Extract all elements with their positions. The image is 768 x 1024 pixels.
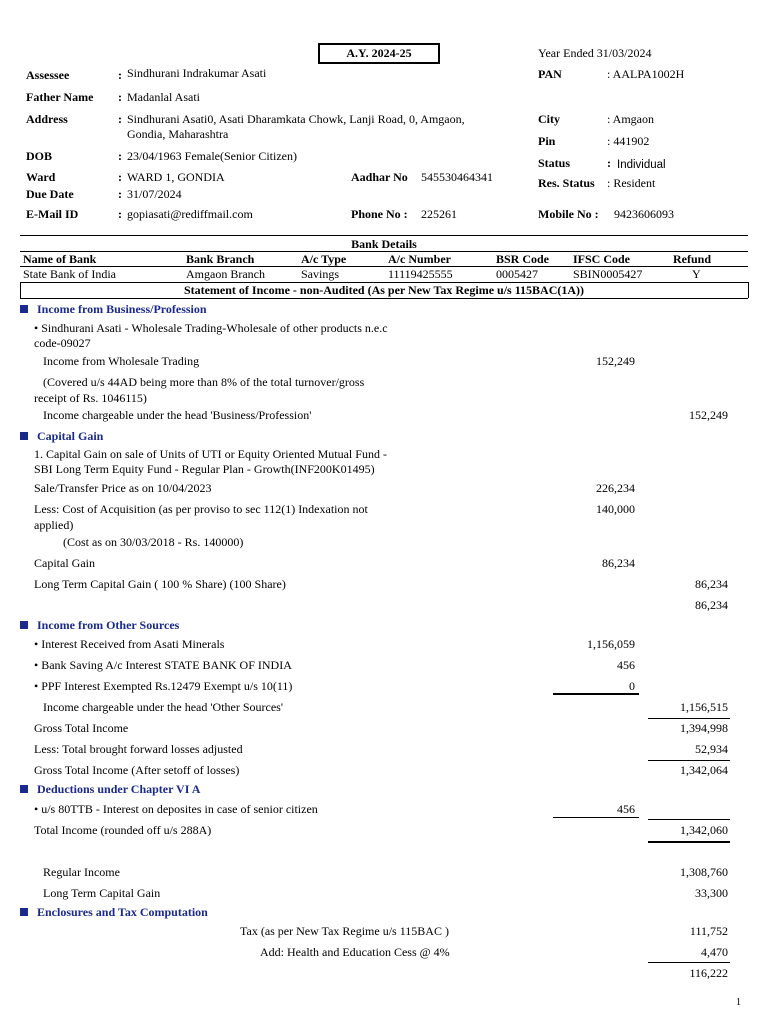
bf-losses-value: 52,934 bbox=[695, 742, 728, 756]
ltcg-summary-label: Long Term Capital Gain bbox=[43, 886, 161, 900]
capital-desc-2: SBI Long Term Equity Fund - Regular Plan - Growth(INF200K01495) bbox=[34, 462, 375, 476]
aadhar-value: 545530464341 bbox=[421, 170, 493, 184]
section-other-sources-heading: Income from Other Sources bbox=[37, 618, 180, 632]
deduction-80ttb-value: 456 bbox=[617, 802, 635, 816]
total-rule bbox=[648, 760, 730, 761]
other-item-1-value: 1,156,059 bbox=[587, 637, 635, 651]
pan-value: : AALPA1002H bbox=[607, 67, 685, 81]
capital-gain-total: 86,234 bbox=[695, 598, 728, 612]
due-date-label: Due Date bbox=[26, 187, 74, 201]
covered-note-1: (Covered u/s 44AD being more than 8% of the total turnover/gross bbox=[43, 375, 365, 389]
address-line-2: Gondia, Maharashtra bbox=[127, 127, 229, 141]
sale-value: 226,234 bbox=[596, 481, 635, 495]
other-chargeable-value: 1,156,515 bbox=[680, 700, 728, 714]
bank-col-ifsc: IFSC Code bbox=[573, 252, 631, 266]
other-chargeable-label: Income chargeable under the head 'Other Sources' bbox=[43, 700, 283, 714]
bank-cell-refund: Y bbox=[692, 267, 701, 281]
business-chargeable-label: Income chargeable under the head 'Business/Profession' bbox=[43, 408, 312, 422]
regular-income-label: Regular Income bbox=[43, 865, 120, 879]
business-desc-1: • Sindhurani Asati - Wholesale Trading-Wholesale of other products n.e.c bbox=[34, 321, 388, 335]
colon: : bbox=[118, 90, 122, 104]
res-status-value: : Resident bbox=[607, 176, 656, 190]
ltcg-summary-value: 33,300 bbox=[695, 886, 728, 900]
deduction-80ttb-label: • u/s 80TTB - Interest on deposites in case of senior citizen bbox=[34, 802, 318, 816]
gti-value: 1,394,998 bbox=[680, 721, 728, 735]
aadhar-label: Aadhar No bbox=[351, 170, 408, 184]
colon: : bbox=[118, 187, 122, 201]
section-bullet-icon bbox=[20, 432, 28, 440]
total-rule bbox=[648, 962, 730, 963]
pin-value: : 441902 bbox=[607, 134, 650, 148]
section-business-heading: Income from Business/Profession bbox=[37, 302, 207, 316]
subtotal-rule bbox=[553, 817, 639, 818]
regular-income-value: 1,308,760 bbox=[680, 865, 728, 879]
bank-cell-type: Savings bbox=[301, 267, 340, 281]
gti-after-label: Gross Total Income (After setoff of losses) bbox=[34, 763, 240, 777]
ward-label: Ward bbox=[26, 170, 56, 184]
business-desc-2: code-09027 bbox=[34, 336, 91, 350]
bank-cell-number: 11119425555 bbox=[388, 267, 453, 281]
gti-after-value: 1,342,064 bbox=[680, 763, 728, 777]
ward-value: WARD 1, GONDIA bbox=[127, 170, 225, 184]
bf-losses-label: Less: Total brought forward losses adjusted bbox=[34, 742, 243, 756]
divider bbox=[20, 251, 748, 252]
gti-label: Gross Total Income bbox=[34, 721, 129, 735]
email-label: E-Mail ID bbox=[26, 207, 79, 221]
bank-col-bsr: BSR Code bbox=[496, 252, 550, 266]
other-item-3-value: 0 bbox=[629, 679, 635, 693]
capital-gain-value: 86,234 bbox=[602, 556, 635, 570]
cost-note: (Cost as on 30/03/2018 - Rs. 140000) bbox=[63, 535, 244, 549]
cost-label-2: applied) bbox=[34, 518, 74, 532]
divider bbox=[20, 298, 748, 299]
other-item-2-value: 456 bbox=[617, 658, 635, 672]
colon: : bbox=[118, 68, 122, 82]
section-bullet-icon bbox=[20, 305, 28, 313]
assessment-year-box: A.Y. 2024-25 bbox=[318, 43, 440, 64]
address-label: Address bbox=[26, 112, 68, 126]
other-item-2-label: • Bank Saving A/c Interest STATE BANK OF INDIA bbox=[34, 658, 292, 672]
bank-cell-ifsc: SBIN0005427 bbox=[573, 267, 643, 281]
bank-col-number: A/c Number bbox=[388, 252, 451, 266]
section-deductions-heading: Deductions under Chapter VI A bbox=[37, 782, 201, 796]
bank-col-branch: Bank Branch bbox=[186, 252, 255, 266]
bank-cell-bsr: 0005427 bbox=[496, 267, 538, 281]
bank-col-type: A/c Type bbox=[301, 252, 347, 266]
section-bullet-icon bbox=[20, 908, 28, 916]
address-line-1: Sindhurani Asati0, Asati Dharamkata Chowk, Lanji Road, 0, Amgaon, bbox=[127, 112, 465, 126]
bank-col-refund: Refund bbox=[673, 252, 712, 266]
status-value: Individual bbox=[617, 159, 666, 171]
tax-value: 111,752 bbox=[689, 924, 728, 938]
total-rule bbox=[648, 819, 730, 820]
mobile-label: Mobile No : bbox=[538, 207, 599, 221]
tax-label: Tax (as per New Tax Regime u/s 115BAC ) bbox=[240, 924, 449, 938]
status-label: Status bbox=[538, 156, 571, 170]
colon: : bbox=[118, 207, 122, 221]
assessee-label: Assessee bbox=[26, 68, 70, 82]
total-income-label: Total Income (rounded off u/s 288A) bbox=[34, 823, 212, 837]
statement-title: Statement of Income - non-Audited (As per New Tax Regime u/s 115BAC(1A)) bbox=[183, 283, 585, 297]
bank-cell-branch: Amgaon Branch bbox=[186, 267, 265, 281]
city-label: City bbox=[538, 112, 560, 126]
other-item-1-label: • Interest Received from Asati Minerals bbox=[34, 637, 225, 651]
assessee-value: Sindhurani Indrakumar Asati bbox=[127, 66, 267, 80]
subtotal-rule bbox=[553, 693, 639, 695]
email-value: gopiasati@rediffmail.com bbox=[127, 207, 253, 221]
dob-value: 23/04/1963 Female(Senior Citizen) bbox=[127, 149, 297, 163]
mobile-value: 9423606093 bbox=[614, 207, 674, 221]
res-status-label: Res. Status bbox=[538, 176, 595, 190]
cess-label: Add: Health and Education Cess @ 4% bbox=[260, 945, 450, 959]
year-ended: Year Ended 31/03/2024 bbox=[538, 46, 652, 60]
page-number: 1 bbox=[736, 997, 741, 1008]
colon: : bbox=[118, 170, 122, 184]
total-income-value: 1,342,060 bbox=[680, 823, 728, 837]
tax-total-value: 116,222 bbox=[689, 966, 728, 980]
wholesale-value: 152,249 bbox=[596, 354, 635, 368]
phone-value: 225261 bbox=[421, 207, 457, 221]
sale-label: Sale/Transfer Price as on 10/04/2023 bbox=[34, 481, 212, 495]
capital-desc-1: 1. Capital Gain on sale of Units of UTI or Equity Oriented Mutual Fund - bbox=[34, 447, 387, 461]
divider bbox=[20, 235, 748, 236]
father-name-value: Madanlal Asati bbox=[127, 90, 200, 104]
colon: : bbox=[607, 156, 611, 170]
total-rule bbox=[648, 718, 730, 719]
section-bullet-icon bbox=[20, 785, 28, 793]
cost-label-1: Less: Cost of Acquisition (as per proviso to sec 112(1) Indexation not bbox=[34, 502, 368, 516]
business-chargeable-value: 152,249 bbox=[689, 408, 728, 422]
phone-label: Phone No : bbox=[351, 207, 408, 221]
section-tax-heading: Enclosures and Tax Computation bbox=[37, 905, 208, 919]
divider bbox=[748, 282, 749, 298]
ltcg-label: Long Term Capital Gain ( 100 % Share) (100 Share) bbox=[34, 577, 286, 591]
cost-value: 140,000 bbox=[596, 502, 635, 516]
other-item-3-label: • PPF Interest Exempted Rs.12479 Exempt u/s 10(11) bbox=[34, 679, 293, 693]
city-value: : Amgaon bbox=[607, 112, 654, 126]
colon: : bbox=[118, 112, 122, 126]
pan-label: PAN bbox=[538, 67, 562, 81]
section-capital-gain-heading: Capital Gain bbox=[37, 429, 104, 443]
pin-label: Pin bbox=[538, 134, 556, 148]
colon: : bbox=[118, 149, 122, 163]
dob-label: DOB bbox=[26, 149, 53, 163]
bank-details-title: Bank Details bbox=[351, 237, 417, 251]
total-rule bbox=[648, 841, 730, 843]
cess-value: 4,470 bbox=[701, 945, 728, 959]
covered-note-2: receipt of Rs. 1046115) bbox=[34, 391, 147, 405]
capital-gain-label: Capital Gain bbox=[34, 556, 95, 570]
father-name-label: Father Name bbox=[26, 90, 94, 104]
ltcg-value: 86,234 bbox=[695, 577, 728, 591]
bank-col-name: Name of Bank bbox=[23, 252, 97, 266]
bank-cell-name: State Bank of India bbox=[23, 267, 116, 281]
section-bullet-icon bbox=[20, 621, 28, 629]
wholesale-label: Income from Wholesale Trading bbox=[43, 354, 200, 368]
due-date-value: 31/07/2024 bbox=[127, 187, 182, 201]
